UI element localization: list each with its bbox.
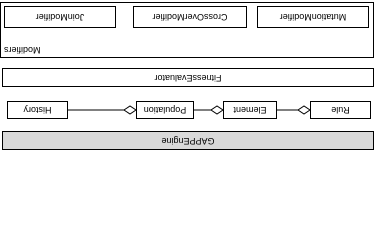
population-label: Population	[143, 105, 187, 116]
aggregation-diamond-icon	[211, 106, 223, 114]
mutation-modifier-label: MutationModifier	[279, 12, 347, 23]
evaluator-box	[2, 68, 374, 87]
mutation-modifier-box	[257, 6, 369, 28]
aggregation-diamond-icon	[124, 106, 136, 114]
crossover-modifier-box	[133, 6, 247, 28]
modifiers-label: Modifiers	[4, 45, 41, 55]
element-label: Element	[233, 105, 267, 116]
evaluator-label: FitnessEvaluator	[154, 73, 222, 83]
aggregation-diamond-icon	[298, 106, 310, 114]
modifiers-container	[0, 2, 374, 58]
engine-label: GAPPEngine	[161, 136, 215, 146]
crossover-modifier-label: CrossOverModifier	[152, 12, 228, 23]
join-modifier-label: JoinModifier	[35, 12, 85, 23]
rule-label: Rule	[331, 105, 350, 116]
join-modifier-box	[4, 6, 116, 28]
history-label: History	[23, 105, 52, 116]
